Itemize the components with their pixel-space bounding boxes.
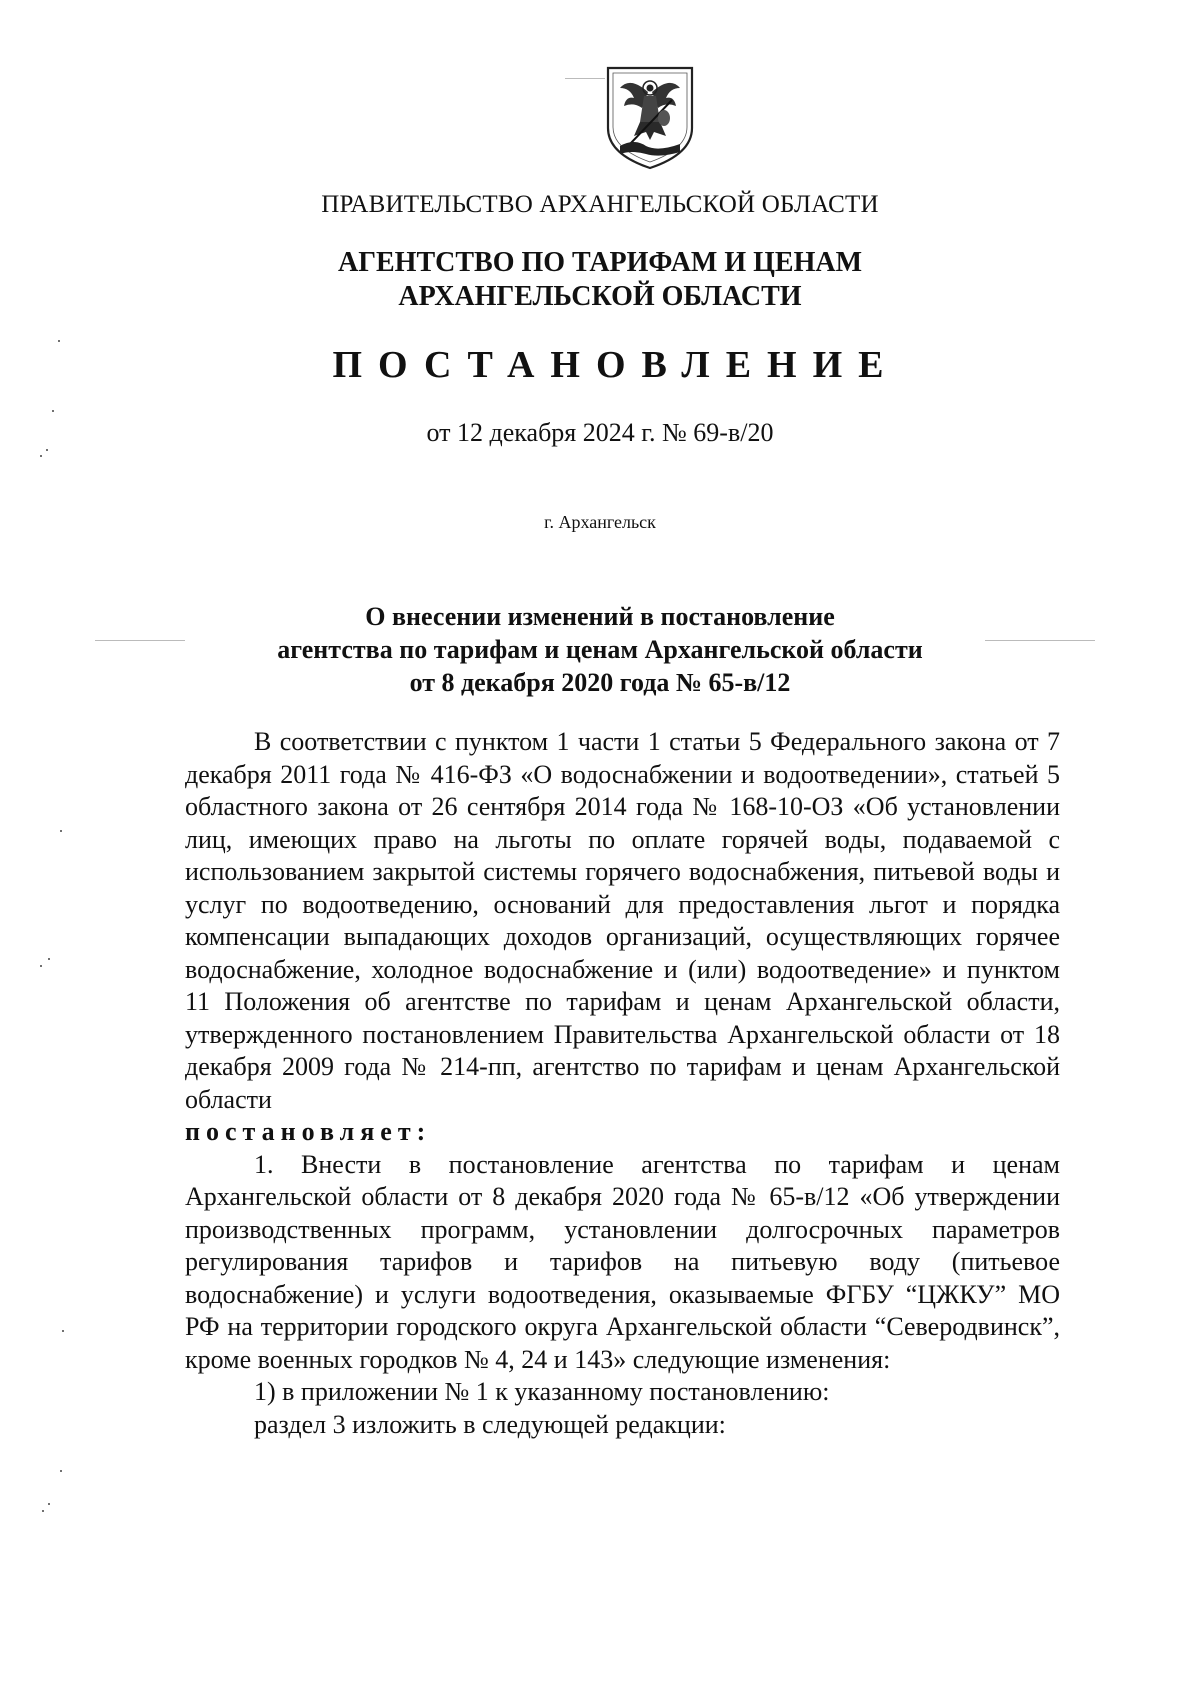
scan-speck bbox=[60, 830, 62, 832]
scan-speck bbox=[40, 455, 42, 457]
preamble-paragraph: В соответствии с пунктом 1 части 1 статьи 5 Федерального закона от 7 декабря 2011 года № 416-ФЗ «О водоснабжении и водоотведении», статьей 5 областного закона от 26 сентября 2014 года № 168-10-ОЗ «Об установлении лиц, имеющих право на льготы по оплате горячей воды, подаваемой с использованием закрытой системы горячего водоснабжения, питьевой воды и услуг по водоотведению, оснований для предоставления льгот и порядка компенсации выпадающих доходов организаций, осуществляющих горячее водоснабжение, холодное водоснабжение и (или) водоотведение» и пунктом 11 Положения об агентстве по тарифам и ценам Архангельской области, утвержденного постановлением Правительства Архангельской области от 18 декабря 2009 года № 214-пп, агентство по тарифам и ценам Архангельской области bbox=[185, 727, 1060, 1114]
scan-speck bbox=[52, 410, 54, 412]
item-1-paragraph: 1. Внести в постановление агентства по тарифам и ценам Архангельской области от 8 декабря 2020 года № 65-в/12 «Об утверждении производственных программ, установлении долгосрочных параметров регулирования тарифов и тарифов на питьевую воду (питьевое водоснабжение) и услуги водоотведения, оказываемые ФГБУ “ЦЖКУ” МО РФ на территории городского округа Архангельской области “Северодвинск”, кроме военных городков № 4, 24 и 143» следующие изменения: bbox=[185, 1149, 1060, 1374]
scan-artifact-line-left bbox=[95, 640, 185, 641]
resolves-text: постановляет: bbox=[185, 1117, 432, 1146]
subject-line2: агентства по тарифам и ценам Архангельской области bbox=[277, 635, 923, 664]
subitem-1-paragraph: 1) в приложении № 1 к указанному постановлению: bbox=[254, 1377, 830, 1406]
subject-line3: от 8 декабря 2020 года № 65-в/12 bbox=[409, 668, 791, 697]
agency-title-line2: АРХАНГЕЛЬСКОЙ ОБЛАСТИ bbox=[398, 281, 802, 312]
document-city: г. Архангельск bbox=[544, 512, 656, 532]
scan-speck bbox=[48, 958, 50, 960]
document-body bbox=[185, 726, 1060, 1441]
coat-of-arms-emblem bbox=[600, 62, 700, 172]
scan-speck bbox=[46, 449, 48, 451]
agency-title-line1: АГЕНТСТВО ПО ТАРИФАМ И ЦЕНАМ bbox=[337, 247, 863, 278]
government-title: ПРАВИТЕЛЬСТВО АРХАНГЕЛЬСКОЙ ОБЛАСТИ bbox=[321, 191, 879, 218]
resolves-word bbox=[185, 1116, 1060, 1149]
scan-artifact-line-top bbox=[565, 78, 605, 79]
scan-speck bbox=[58, 340, 60, 342]
scan-speck bbox=[42, 1510, 44, 1512]
agency-title bbox=[0, 246, 1200, 314]
scan-speck bbox=[60, 1470, 62, 1472]
scan-speck bbox=[40, 965, 42, 967]
scan-artifact-line-right bbox=[985, 640, 1095, 641]
scan-speck bbox=[62, 1330, 64, 1332]
document-subject bbox=[0, 600, 1200, 699]
subitem-1-text: раздел 3 изложить в следующей редакции: bbox=[254, 1409, 726, 1439]
scan-speck bbox=[48, 1503, 50, 1505]
document-date-number: от 12 декабря 2024 г. № 69-в/20 bbox=[426, 418, 774, 447]
subject-line1: О внесении изменений в постановление bbox=[365, 602, 835, 631]
document-type-heading: ПОСТАНОВЛЕНИЕ bbox=[332, 344, 900, 386]
